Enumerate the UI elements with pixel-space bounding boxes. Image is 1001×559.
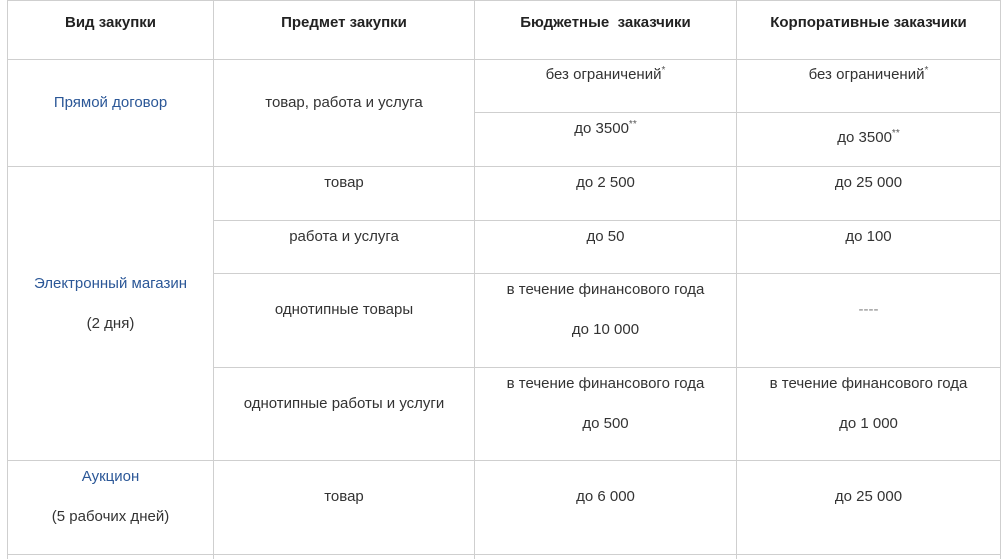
- eshop-row-3-corp: ----: [858, 301, 879, 318]
- direct-budget-1: [475, 66, 736, 84]
- eshop-row-4-corp-line1: в течение финансового года: [769, 375, 968, 392]
- grid-line: [7, 0, 1001, 1]
- eshop-type-note: (2 дня): [86, 315, 135, 332]
- auction-type: Аукцион: [81, 468, 140, 485]
- auction-budget: до 6 000: [576, 488, 635, 505]
- direct-corp-1: [737, 66, 1000, 84]
- direct-budget-2: [475, 120, 736, 138]
- grid-line: [7, 59, 1001, 60]
- direct-budget-1-text: без ограничений: [545, 66, 662, 83]
- grid-line: [213, 220, 1001, 221]
- eshop-type: Электронный магазин: [33, 275, 188, 292]
- eshop-row-2-budget: до 50: [586, 228, 625, 245]
- grid-line: [213, 273, 1001, 274]
- grid-line: [7, 166, 1001, 167]
- header-subject: Предмет закупки: [281, 14, 407, 31]
- eshop-row-4-budget-line2: до 500: [582, 415, 629, 432]
- auction-corp: до 25 000: [834, 488, 903, 505]
- eshop-row-2-subject: работа и услуга: [289, 228, 399, 245]
- eshop-row-2-corp: до 100: [845, 228, 892, 245]
- eshop-row-3-budget-line2: до 10 000: [571, 321, 640, 338]
- auction-subject: товар: [324, 488, 364, 505]
- eshop-row-3-subject: однотипные товары: [274, 301, 414, 318]
- header-budget-text: Бюджетные заказчики: [520, 14, 691, 31]
- grid-line: [213, 0, 214, 559]
- header-corporate: Корпоративные заказчики: [770, 14, 967, 31]
- footnote-mark: *: [924, 65, 929, 76]
- eshop-row-4-budget-line1: в течение финансового года: [506, 375, 705, 392]
- grid-line: [213, 367, 1001, 368]
- grid-line: [7, 460, 1001, 461]
- footnote-mark: **: [891, 128, 900, 139]
- eshop-row-1-corp: до 25 000: [834, 174, 903, 191]
- direct-corp-2-text: до 3500: [837, 129, 892, 146]
- eshop-row-1-budget: до 2 500: [576, 174, 635, 191]
- auction-type-note: (5 рабочих дней): [51, 508, 170, 525]
- direct-budget-2-text: до 3500: [574, 120, 629, 137]
- eshop-row-3-budget-line1: в течение финансового года: [506, 281, 705, 298]
- header-budget: [475, 14, 736, 32]
- direct-corp-2: [737, 129, 1000, 147]
- footnote-mark: *: [661, 65, 666, 76]
- grid-line: [474, 112, 1001, 113]
- footnote-mark: **: [628, 119, 637, 130]
- eshop-row-4-subject: однотипные работы и услуги: [243, 395, 445, 412]
- eshop-row-1-subject: товар: [324, 174, 364, 191]
- direct-subject: товар, работа и услуга: [265, 94, 423, 111]
- direct-corp-1-text: без ограничений: [808, 66, 925, 83]
- direct-type: Прямой договор: [53, 94, 168, 111]
- header-type: Вид закупки: [65, 14, 156, 31]
- eshop-row-4-corp-line2: до 1 000: [839, 415, 898, 432]
- grid-line: [7, 554, 1001, 555]
